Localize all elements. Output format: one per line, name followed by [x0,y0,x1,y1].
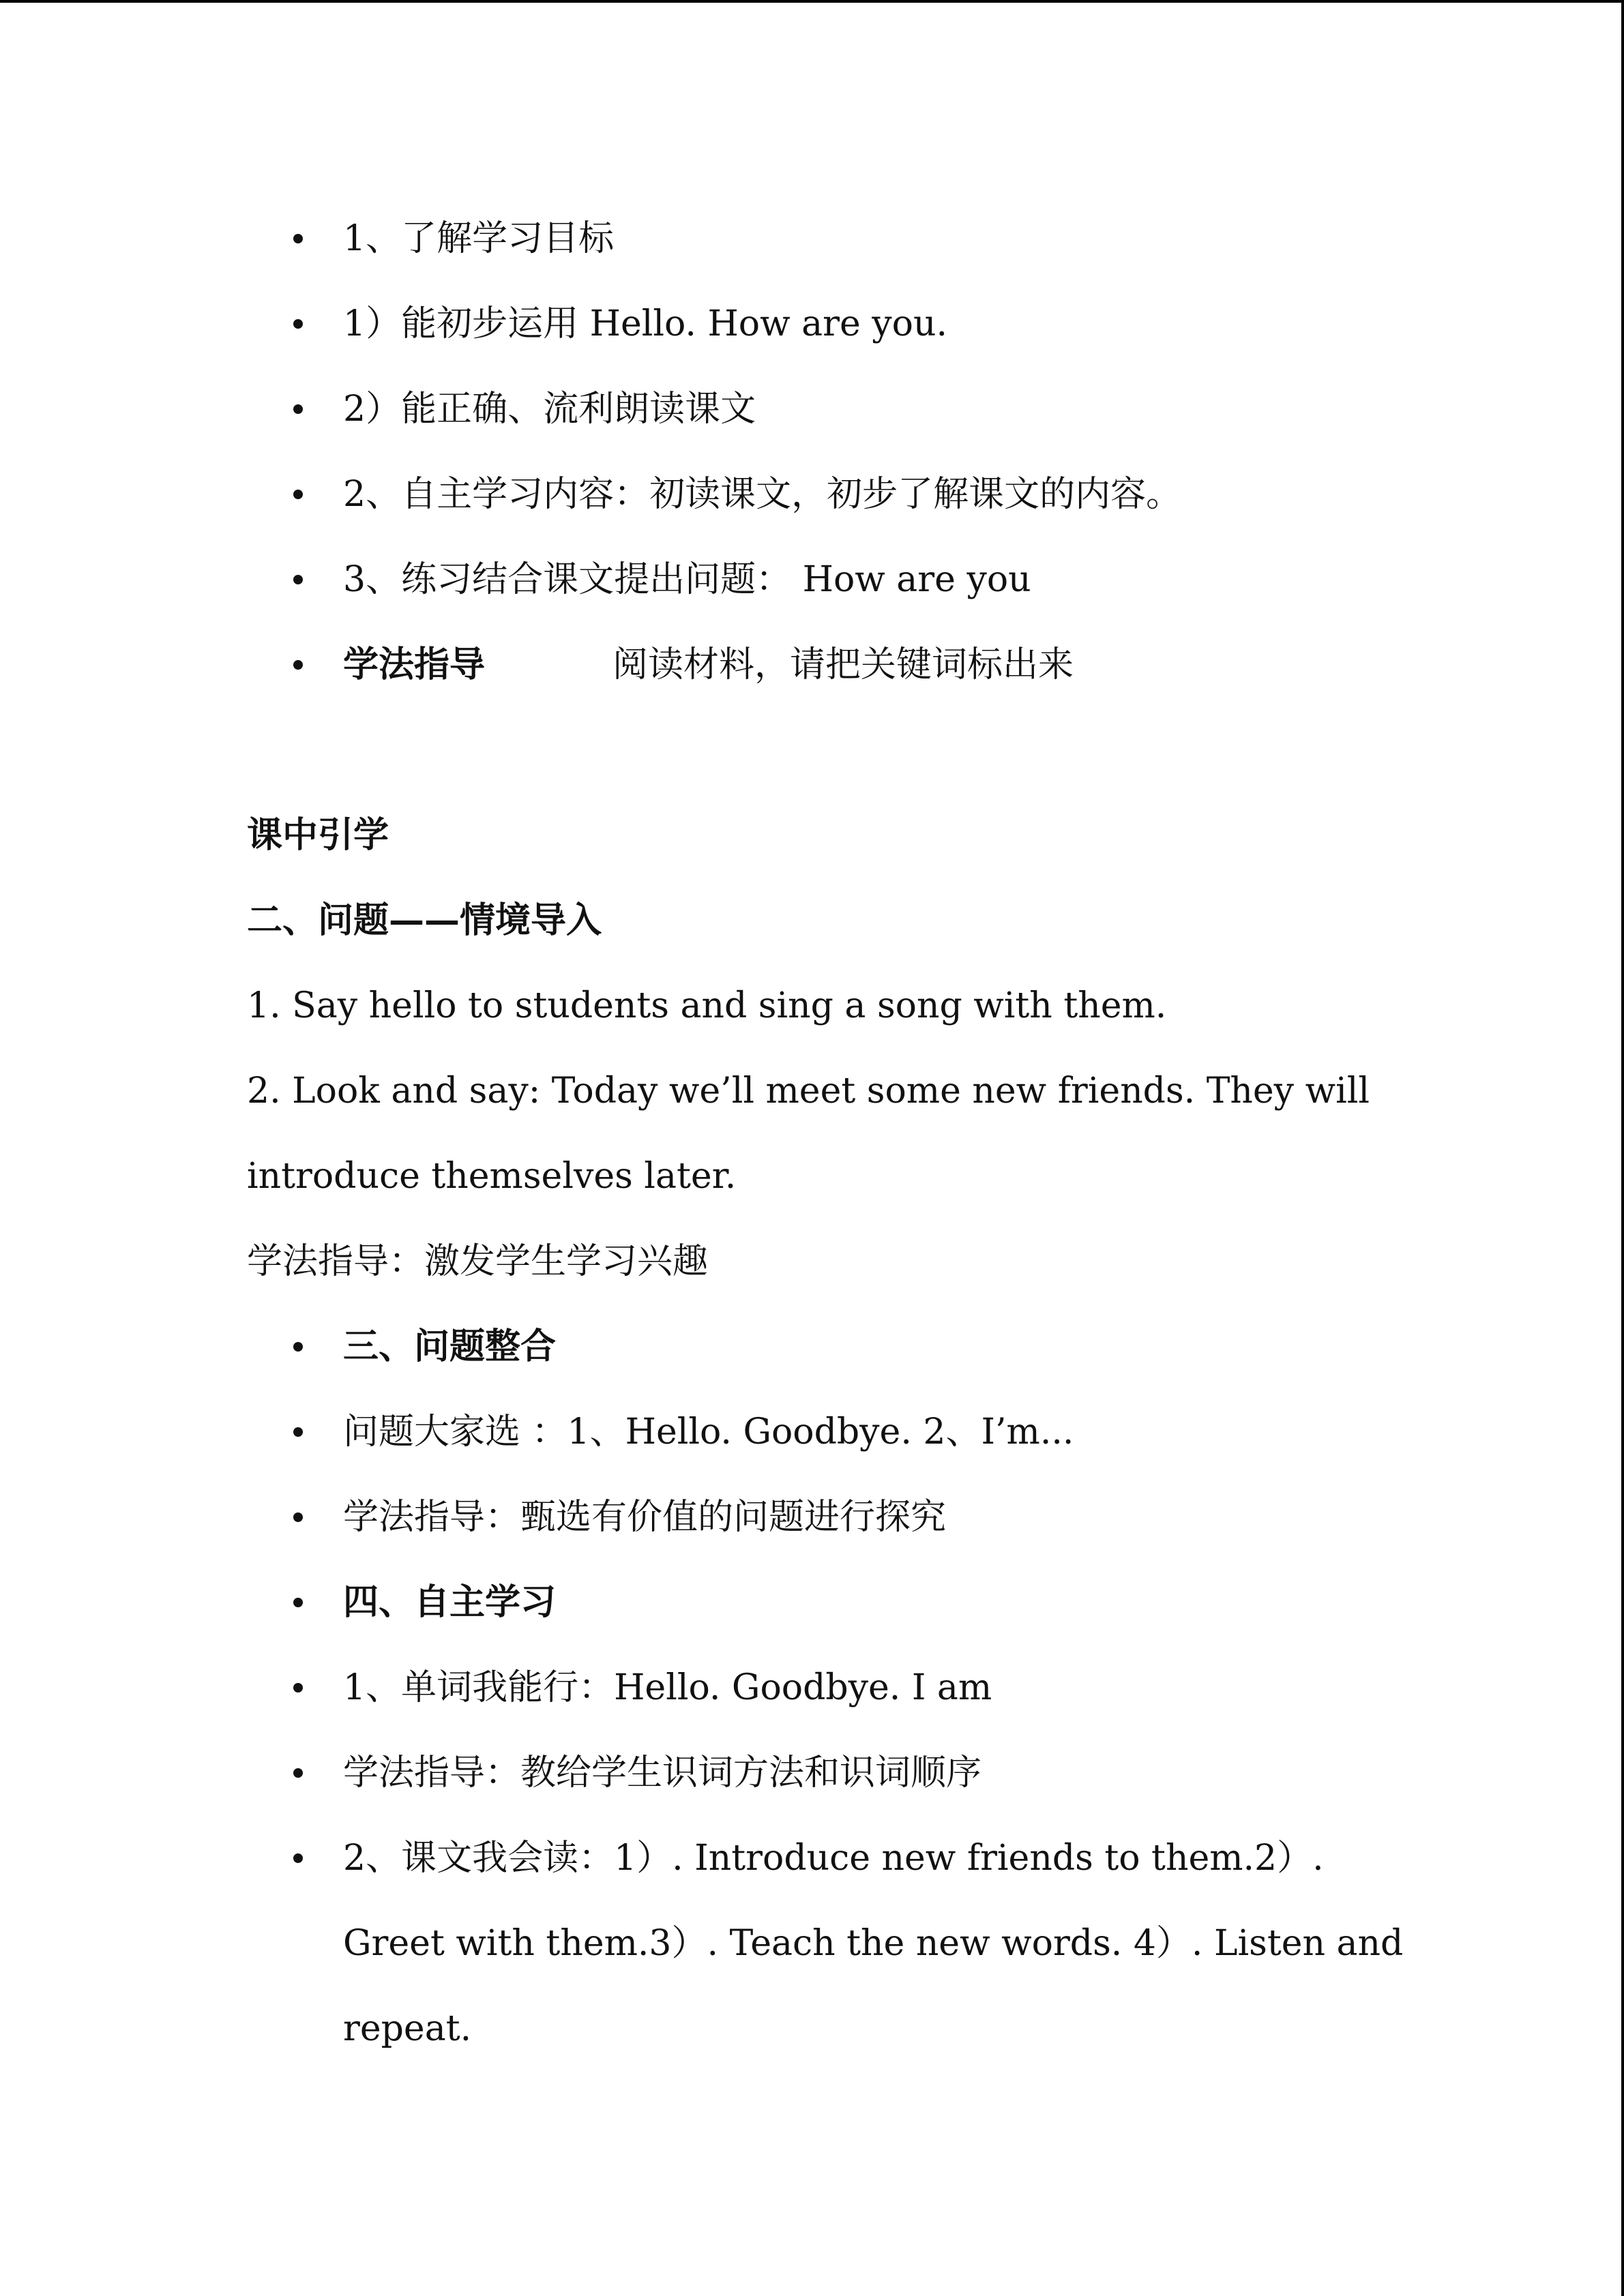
page-edge-top [0,0,1624,3]
bullet-dot [293,1512,303,1522]
bullet-text: 3、练习结合课文提出问题： How are you [343,559,1031,600]
bullet-dot [293,1853,303,1863]
bullet-dot [293,1598,303,1607]
activity-line: 2. Look and say: Today we’ll meet some new friends. They will [247,1071,1370,1112]
bullet-text: 1、单词我能行：Hello. Goodbye. I am [343,1667,992,1708]
method-guide-text: 阅读材料，请把关键词标出来 [612,644,1074,685]
bullet-dot [293,660,303,670]
bullet-dot [293,404,303,414]
bullet-text: 1、了解学习目标 [343,218,615,259]
bullet-dot [293,1427,303,1437]
method-guide-label: 学法指导 [343,644,486,685]
bullet-text: 1）能初步运用 Hello. How are you. [343,303,948,344]
bullet-dot [293,490,303,499]
bullet-text: 2、自主学习内容：初读课文，初步了解课文的内容。 [343,474,1182,515]
section-heading-in-class: 课中引学 [247,814,389,856]
continuation-line: repeat. [343,2008,472,2049]
method-guide-2: 学法指导：激发学生学习兴趣 [247,1241,709,1282]
bullet-dot [293,575,303,584]
activity-line: 1. Say hello to students and sing a song with them. [247,985,1167,1026]
bullet-text: 学法指导：教给学生识词方法和识词顺序 [343,1753,982,1793]
bullet-text: 学法指导：甄选有价值的问题进行探究 [343,1497,947,1538]
bullet-dot [293,1768,303,1778]
bullet-dot [293,234,303,243]
section-heading-two: 二、问题——情境导入 [247,899,602,941]
bullet-text: 四、自主学习 [343,1581,557,1623]
continuation-line: Greet with them.3）. Teach the new words. 4）. Listen and [343,1923,1404,1964]
bullet-text: 2）能正确、流利朗读课文 [343,389,756,430]
bullet-dot [293,319,303,329]
bullet-text: 三、问题整合 [343,1326,557,1367]
bullet-dot [293,1683,303,1693]
bullet-dot [293,1342,303,1352]
bullet-text: 问题大家选 ：1、Hello. Goodbye. 2、I’m... [343,1412,1074,1452]
activity-line: introduce themselves later. [247,1156,737,1197]
page-edge-right [1621,0,1624,2296]
bullet-text: 2、课文我会读：1）. Introduce new friends to them.2）. [343,1838,1324,1879]
